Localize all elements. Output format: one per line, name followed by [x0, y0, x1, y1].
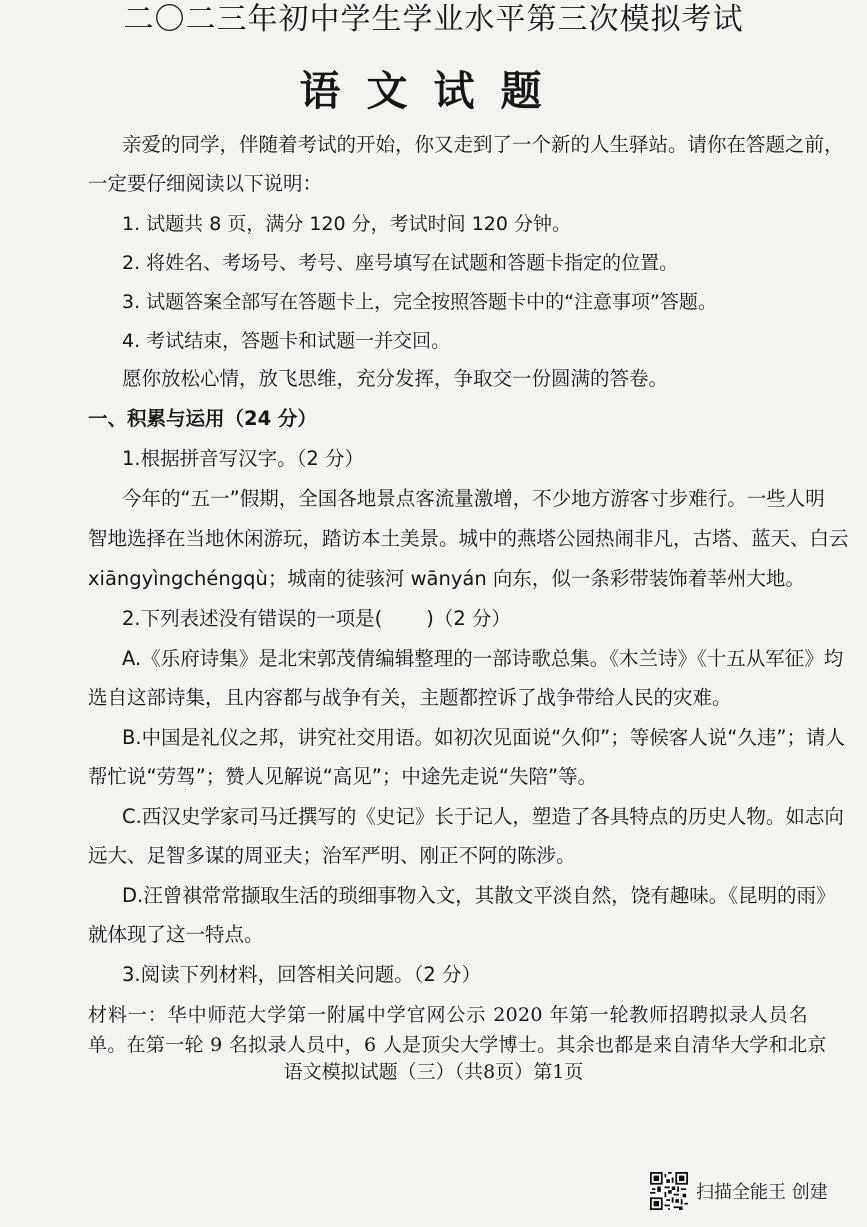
material-1-line-1: 材料一：华中师范大学第一附属中学官网公示 2020 年第一轮教师招聘拟录人员名	[88, 1004, 808, 1026]
question-2-title-prefix: 2.下列表述没有错误的一项是(	[122, 607, 383, 630]
question-1-line-3: xiāngyìngchéngqù；城南的徒骇河 wānyán 向东，似一条彩带装饰着莘州大地。	[88, 567, 805, 590]
qr-code-icon	[650, 1172, 688, 1210]
question-1-title: 1.根据拼音写汉字。（2 分）	[122, 447, 364, 470]
intro-line-2: 一定要仔细阅读以下说明：	[88, 172, 323, 195]
wish-text: 愿你放松心情，放飞思维，充分发挥，争取交一份圆满的答卷。	[122, 367, 669, 390]
exam-title: 二〇二三年初中学生学业水平第三次模拟考试	[123, 2, 744, 37]
subject-title: 语文试题	[299, 67, 568, 115]
instruction-2: 2. 将姓名、考场号、考号、座号填写在试题和答题卡指定的位置。	[122, 252, 679, 274]
page-footer: 语文模拟试题（三）（共8页）第1页	[283, 1061, 584, 1083]
option-a-line-1: A.《乐府诗集》是北宋郭茂倩编辑整理的一部诗歌总集。《木兰诗》《十五从军征》均	[122, 647, 844, 670]
scanner-watermark	[650, 1170, 828, 1212]
option-b-line-2: 帮忙说“劳驾”；赞人见解说“高见”；中途先走说“失陪”等。	[88, 765, 598, 788]
watermark-text: 扫描全能王 创建	[696, 1182, 828, 1203]
instruction-1: 1. 试题共 8 页，满分 120 分，考试时间 120 分钟。	[122, 213, 572, 235]
option-c-line-2: 远大、足智多谋的周亚夫；治军严明、刚正不阿的陈涉。	[88, 844, 576, 867]
question-1-line-2: 智地选择在当地休闲游玩，踏访本土美景。城中的燕塔公园热闹非凡，古塔、蓝天、白云	[88, 527, 849, 550]
question-2-title-suffix: )（2 分）	[426, 607, 511, 630]
option-d-line-2: 就体现了这一特点。	[88, 923, 264, 946]
option-b-line-1: B.中国是礼仪之邦，讲究社交用语。如初次见面说“久仰”；等候客人说“久违”；请人	[122, 726, 845, 749]
option-d-line-1: D.汪曾祺常常撷取生活的琐细事物入文，其散文平淡自然，饶有趣味。《昆明的雨》	[122, 884, 836, 907]
material-1-line-2: 单。在第一轮 9 名拟录人员中，6 人是顶尖大学博士。其余也都是来自清华大学和北京	[88, 1034, 827, 1056]
instruction-4: 4. 考试结束，答题卡和试题一并交回。	[122, 330, 451, 352]
option-c-line-1: C.西汉史学家司马迁撰写的《史记》长于记人，塑造了各具特点的历史人物。如志向	[122, 805, 844, 828]
section-1-heading: 一、积累与运用（24 分）	[88, 407, 317, 430]
intro-line-1: 亲爱的同学，伴随着考试的开始，你又走到了一个新的人生驿站。请你在答题之前，	[122, 133, 844, 156]
option-a-line-2: 选自这部诗集，且内容都与战争有关，主题都控诉了战争带给人民的灾难。	[88, 686, 732, 709]
instruction-3: 3. 试题答案全部写在答题卡上，完全按照答题卡中的“注意事项”答题。	[122, 291, 717, 313]
question-1-line-1: 今年的“五一”假期，全国各地景点客流量激增，不少地方游客寸步难行。一些人明	[122, 487, 825, 510]
question-3-title: 3.阅读下列材料，回答相关问题。（2 分）	[122, 963, 481, 986]
question-2-title	[122, 607, 808, 631]
